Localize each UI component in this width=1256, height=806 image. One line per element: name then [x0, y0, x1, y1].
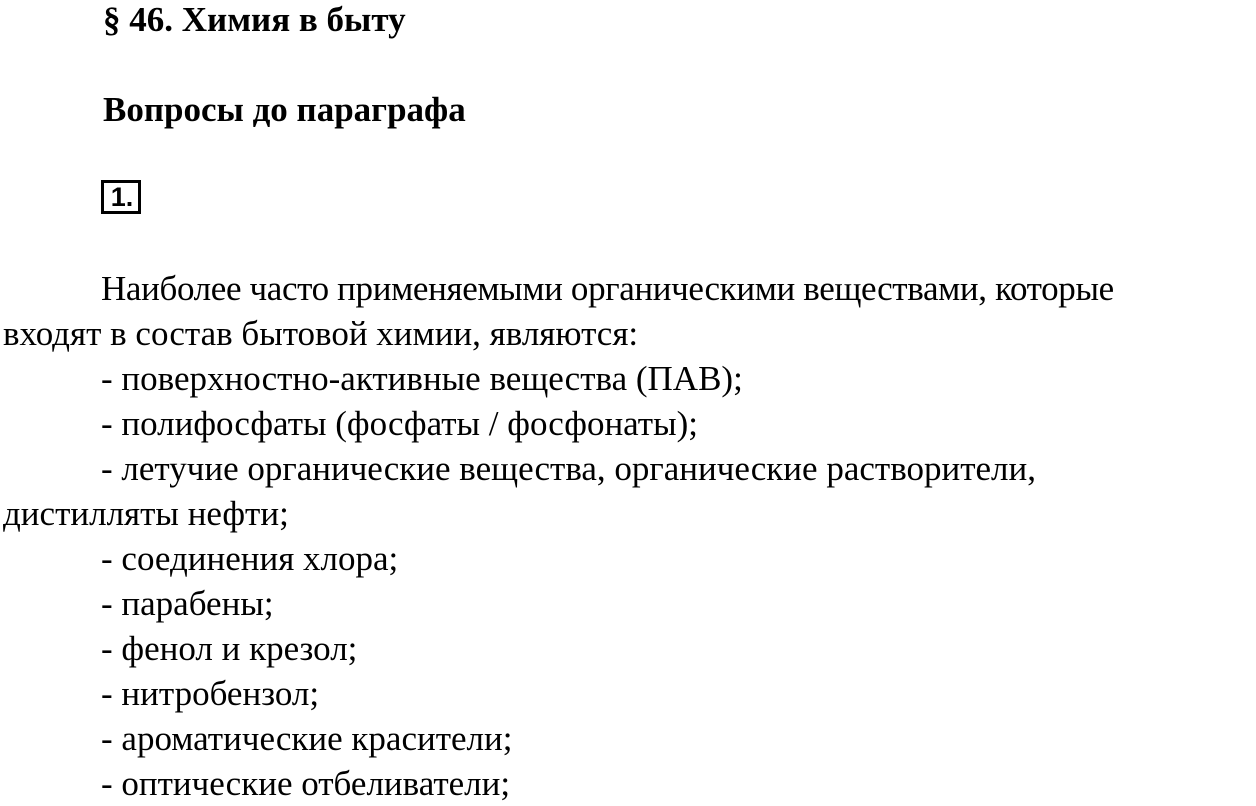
- list-item: - поверхностно-активные вещества (ПАВ);: [101, 359, 743, 398]
- list-item: - парабены;: [101, 584, 274, 623]
- list-item: - ароматические красители;: [101, 719, 513, 758]
- question-number-box: 1.: [101, 180, 141, 214]
- subsection-title: Вопросы до параграфа: [103, 90, 466, 129]
- list-item: - нитробензол;: [101, 674, 320, 713]
- intro-line-1: Наиболее часто применяемыми органическими веществами, которые: [101, 269, 1114, 308]
- list-item: - соединения хлора;: [101, 539, 399, 578]
- answer-body: [0, 266, 1256, 806]
- section-title: § 46. Химия в быту: [103, 0, 406, 39]
- list-item-continuation: дистилляты нефти;: [3, 494, 289, 533]
- list-item: - полифосфаты (фосфаты / фосфонаты);: [101, 404, 698, 443]
- list-item: - оптические отбеливатели;: [101, 764, 511, 803]
- list-item: - фенол и крезол;: [101, 629, 358, 668]
- list-item: - летучие органические вещества, органические растворители,: [101, 449, 1036, 488]
- intro-line-2: входят в состав бытовой химии, являются:: [3, 314, 639, 353]
